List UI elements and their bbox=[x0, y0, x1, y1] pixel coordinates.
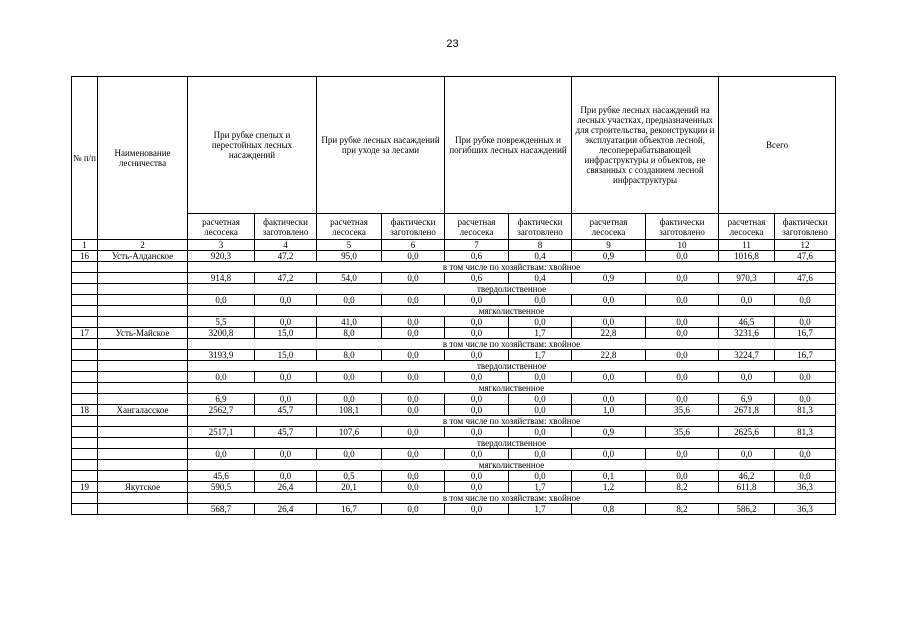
value-cell: 3193,9 bbox=[188, 350, 255, 361]
value-cell: 47,6 bbox=[775, 273, 836, 284]
value-cell: 0,0 bbox=[572, 295, 646, 306]
subgroup-label-row bbox=[72, 262, 836, 273]
empty-cell bbox=[72, 438, 98, 449]
value-cell: 0,0 bbox=[317, 295, 382, 306]
value-cell: 0,0 bbox=[719, 449, 775, 460]
table-row bbox=[72, 394, 836, 405]
column-number: 10 bbox=[646, 240, 719, 251]
forestry-name bbox=[98, 317, 188, 328]
value-cell: 1,7 bbox=[509, 504, 572, 515]
value-cell: 5,5 bbox=[188, 317, 255, 328]
value-cell: 22,8 bbox=[572, 328, 646, 339]
value-cell: 0,6 bbox=[445, 273, 509, 284]
subgroup-label-row bbox=[72, 361, 836, 372]
value-cell: 36,3 bbox=[775, 482, 836, 493]
value-cell: 0,0 bbox=[509, 427, 572, 438]
column-number: 3 bbox=[188, 240, 255, 251]
value-cell: 0,0 bbox=[382, 350, 445, 361]
value-cell: 0,0 bbox=[445, 350, 509, 361]
value-cell: 0,0 bbox=[572, 317, 646, 328]
row-number bbox=[72, 504, 98, 515]
value-cell: 0,5 bbox=[317, 471, 382, 482]
value-cell: 0,0 bbox=[382, 317, 445, 328]
value-cell: 0,0 bbox=[255, 317, 317, 328]
value-cell: 46,2 bbox=[719, 471, 775, 482]
empty-cell bbox=[98, 262, 188, 273]
table-row bbox=[72, 405, 836, 416]
value-cell: 0,0 bbox=[445, 449, 509, 460]
value-cell: 0,0 bbox=[509, 405, 572, 416]
value-cell: 46,5 bbox=[719, 317, 775, 328]
value-cell: 586,2 bbox=[719, 504, 775, 515]
empty-cell bbox=[72, 339, 98, 350]
value-cell: 8,2 bbox=[646, 482, 719, 493]
value-cell: 1,7 bbox=[509, 482, 572, 493]
column-number: 9 bbox=[572, 240, 646, 251]
value-cell: 0,0 bbox=[382, 295, 445, 306]
value-cell: 0,0 bbox=[646, 251, 719, 262]
table-row bbox=[72, 372, 836, 383]
value-cell: 3200,8 bbox=[188, 328, 255, 339]
header-sub-actual: фактически заготовлено bbox=[775, 214, 836, 240]
subgroup-label-row bbox=[72, 460, 836, 471]
value-cell: 0,0 bbox=[382, 273, 445, 284]
header-forestry-name: Наименование лесничества bbox=[98, 77, 188, 240]
value-cell: 1,7 bbox=[509, 350, 572, 361]
value-cell: 0,0 bbox=[382, 427, 445, 438]
subgroup-label: в том числе по хозяйствам: хвойное bbox=[188, 416, 836, 427]
value-cell: 47,6 bbox=[775, 251, 836, 262]
value-cell: 0,0 bbox=[445, 295, 509, 306]
value-cell: 0,0 bbox=[382, 482, 445, 493]
header-group-3: При рубке поврежденных и погибших лесных насаждений bbox=[445, 77, 572, 214]
empty-cell bbox=[98, 306, 188, 317]
subgroup-label-row bbox=[72, 438, 836, 449]
value-cell: 16,7 bbox=[775, 350, 836, 361]
value-cell: 0,4 bbox=[509, 251, 572, 262]
table-row bbox=[72, 295, 836, 306]
row-number: 16 bbox=[72, 251, 98, 262]
value-cell: 0,0 bbox=[775, 471, 836, 482]
header-sub-actual: фактически заготовлено bbox=[509, 214, 572, 240]
value-cell: 41,0 bbox=[317, 317, 382, 328]
header-no: № п/п bbox=[72, 77, 98, 240]
value-cell: 0,8 bbox=[572, 504, 646, 515]
empty-cell bbox=[72, 460, 98, 471]
value-cell: 0,0 bbox=[445, 405, 509, 416]
subgroup-label-row bbox=[72, 416, 836, 427]
value-cell: 0,4 bbox=[509, 273, 572, 284]
empty-cell bbox=[72, 306, 98, 317]
subgroup-label-row bbox=[72, 306, 836, 317]
value-cell: 0,0 bbox=[188, 295, 255, 306]
table-row bbox=[72, 471, 836, 482]
row-number bbox=[72, 295, 98, 306]
value-cell: 0,0 bbox=[382, 372, 445, 383]
column-number: 11 bbox=[719, 240, 775, 251]
subgroup-label: в том числе по хозяйствам: хвойное bbox=[188, 339, 836, 350]
value-cell: 0,0 bbox=[646, 394, 719, 405]
row-number bbox=[72, 372, 98, 383]
value-cell: 0,9 bbox=[572, 427, 646, 438]
column-number: 12 bbox=[775, 240, 836, 251]
value-cell: 914,8 bbox=[188, 273, 255, 284]
value-cell: 6,9 bbox=[188, 394, 255, 405]
row-number bbox=[72, 317, 98, 328]
value-cell: 920,3 bbox=[188, 251, 255, 262]
value-cell: 0,0 bbox=[445, 504, 509, 515]
value-cell: 2517,1 bbox=[188, 427, 255, 438]
empty-cell bbox=[72, 383, 98, 394]
value-cell: 15,0 bbox=[255, 350, 317, 361]
table-row bbox=[72, 427, 836, 438]
value-cell: 1,7 bbox=[509, 328, 572, 339]
value-cell: 0,0 bbox=[382, 449, 445, 460]
header-sub-estimated: расчетная лесосека bbox=[317, 214, 382, 240]
header-sub-estimated: расчетная лесосека bbox=[445, 214, 509, 240]
value-cell: 0,0 bbox=[382, 328, 445, 339]
subgroup-label: мягколиственное bbox=[188, 460, 836, 471]
empty-cell bbox=[72, 284, 98, 295]
column-numbers-row bbox=[72, 240, 836, 251]
value-cell: 0,0 bbox=[719, 372, 775, 383]
value-cell: 26,4 bbox=[255, 504, 317, 515]
value-cell: 26,4 bbox=[255, 482, 317, 493]
table-row bbox=[72, 317, 836, 328]
value-cell: 95,0 bbox=[317, 251, 382, 262]
value-cell: 35,6 bbox=[646, 427, 719, 438]
empty-cell bbox=[72, 262, 98, 273]
row-number: 18 bbox=[72, 405, 98, 416]
subgroup-label-row bbox=[72, 284, 836, 295]
header-sub-actual: фактически заготовлено bbox=[646, 214, 719, 240]
value-cell: 0,0 bbox=[255, 449, 317, 460]
value-cell: 0,0 bbox=[509, 394, 572, 405]
value-cell: 0,0 bbox=[509, 471, 572, 482]
column-number: 8 bbox=[509, 240, 572, 251]
value-cell: 45,7 bbox=[255, 427, 317, 438]
column-number: 1 bbox=[72, 240, 98, 251]
value-cell: 107,6 bbox=[317, 427, 382, 438]
row-number: 17 bbox=[72, 328, 98, 339]
value-cell: 1016,8 bbox=[719, 251, 775, 262]
header-sub-actual: фактически заготовлено bbox=[255, 214, 317, 240]
value-cell: 970,3 bbox=[719, 273, 775, 284]
value-cell: 0,0 bbox=[445, 328, 509, 339]
subgroup-label-row bbox=[72, 493, 836, 504]
row-number bbox=[72, 427, 98, 438]
value-cell: 0,0 bbox=[775, 372, 836, 383]
row-number bbox=[72, 273, 98, 284]
forestry-name bbox=[98, 427, 188, 438]
value-cell: 3224,7 bbox=[719, 350, 775, 361]
value-cell: 3231,6 bbox=[719, 328, 775, 339]
empty-cell bbox=[98, 493, 188, 504]
subgroup-label: мягколиственное bbox=[188, 383, 836, 394]
row-number bbox=[72, 350, 98, 361]
header-sub-estimated: расчетная лесосека bbox=[572, 214, 646, 240]
value-cell: 54,0 bbox=[317, 273, 382, 284]
subgroup-label-row bbox=[72, 339, 836, 350]
value-cell: 0,0 bbox=[572, 394, 646, 405]
header-group-total: Всего bbox=[719, 77, 836, 214]
value-cell: 0,0 bbox=[646, 350, 719, 361]
value-cell: 0,0 bbox=[775, 317, 836, 328]
value-cell: 15,0 bbox=[255, 328, 317, 339]
forestry-name: Якутское bbox=[98, 482, 188, 493]
value-cell: 16,7 bbox=[775, 328, 836, 339]
column-number: 5 bbox=[317, 240, 382, 251]
value-cell: 0,0 bbox=[382, 251, 445, 262]
value-cell: 0,9 bbox=[572, 251, 646, 262]
value-cell: 36,3 bbox=[775, 504, 836, 515]
forestry-name bbox=[98, 350, 188, 361]
column-number: 4 bbox=[255, 240, 317, 251]
empty-cell bbox=[98, 460, 188, 471]
empty-cell bbox=[72, 416, 98, 427]
value-cell: 0,0 bbox=[719, 295, 775, 306]
value-cell: 0,0 bbox=[775, 449, 836, 460]
value-cell: 0,0 bbox=[509, 295, 572, 306]
value-cell: 35,6 bbox=[646, 405, 719, 416]
empty-cell bbox=[72, 493, 98, 504]
value-cell: 0,6 bbox=[445, 251, 509, 262]
value-cell: 20,1 bbox=[317, 482, 382, 493]
header-sub-estimated: расчетная лесосека bbox=[188, 214, 255, 240]
forestry-name bbox=[98, 394, 188, 405]
value-cell: 2562,7 bbox=[188, 405, 255, 416]
value-cell: 568,7 bbox=[188, 504, 255, 515]
value-cell: 0,0 bbox=[255, 372, 317, 383]
value-cell: 0,0 bbox=[445, 482, 509, 493]
value-cell: 45,6 bbox=[188, 471, 255, 482]
value-cell: 1,2 bbox=[572, 482, 646, 493]
value-cell: 611,8 bbox=[719, 482, 775, 493]
value-cell: 0,0 bbox=[445, 317, 509, 328]
value-cell: 0,0 bbox=[572, 449, 646, 460]
forestry-name bbox=[98, 372, 188, 383]
value-cell: 8,0 bbox=[317, 350, 382, 361]
page-number: 23 bbox=[446, 38, 459, 50]
value-cell: 6,9 bbox=[719, 394, 775, 405]
forestry-name: Усть-Алданское bbox=[98, 251, 188, 262]
value-cell: 0,0 bbox=[572, 372, 646, 383]
table-row bbox=[72, 273, 836, 284]
value-cell: 0,0 bbox=[445, 372, 509, 383]
value-cell: 0,0 bbox=[188, 449, 255, 460]
value-cell: 0,0 bbox=[255, 394, 317, 405]
empty-cell bbox=[98, 284, 188, 295]
value-cell: 0,0 bbox=[317, 372, 382, 383]
empty-cell bbox=[98, 438, 188, 449]
row-number: 19 bbox=[72, 482, 98, 493]
header-sub-estimated: расчетная лесосека bbox=[719, 214, 775, 240]
value-cell: 0,0 bbox=[382, 471, 445, 482]
value-cell: 0,1 bbox=[572, 471, 646, 482]
value-cell: 47,2 bbox=[255, 251, 317, 262]
subgroup-label: в том числе по хозяйствам: хвойное bbox=[188, 262, 836, 273]
value-cell: 0,0 bbox=[509, 317, 572, 328]
table-row bbox=[72, 251, 836, 262]
value-cell: 0,0 bbox=[646, 372, 719, 383]
forestry-name bbox=[98, 471, 188, 482]
header-group-4: При рубке лесных насаждений на лесных участках, предназначенных для строительства, реконструкции и эксплуатации объектов лесной, лесоперерабатывающей инфраструктуры и объектов, не связанных с созданием лесной инфраструктуры bbox=[572, 77, 719, 214]
subgroup-label: твердолиственное bbox=[188, 284, 836, 295]
row-number bbox=[72, 394, 98, 405]
value-cell: 8,2 bbox=[646, 504, 719, 515]
forestry-name: Усть-Майское bbox=[98, 328, 188, 339]
value-cell: 0,0 bbox=[509, 372, 572, 383]
value-cell: 81,3 bbox=[775, 405, 836, 416]
header-group-1: При рубке спелых и перестойных лесных насаждений bbox=[188, 77, 317, 214]
value-cell: 22,8 bbox=[572, 350, 646, 361]
value-cell: 0,9 bbox=[572, 273, 646, 284]
value-cell: 590,5 bbox=[188, 482, 255, 493]
forestry-name bbox=[98, 295, 188, 306]
header-sub-actual: фактически заготовлено bbox=[382, 214, 445, 240]
table-row bbox=[72, 482, 836, 493]
forestry-name: Хангаласское bbox=[98, 405, 188, 416]
column-number: 6 bbox=[382, 240, 445, 251]
value-cell: 0,0 bbox=[646, 295, 719, 306]
column-number: 2 bbox=[98, 240, 188, 251]
forestry-table bbox=[71, 76, 836, 515]
value-cell: 0,0 bbox=[646, 471, 719, 482]
subgroup-label: в том числе по хозяйствам: хвойное bbox=[188, 493, 836, 504]
column-number: 7 bbox=[445, 240, 509, 251]
value-cell: 0,0 bbox=[255, 471, 317, 482]
value-cell: 2671,8 bbox=[719, 405, 775, 416]
header-group-2: При рубке лесных насаждений при уходе за лесами bbox=[317, 77, 445, 214]
table-row bbox=[72, 449, 836, 460]
value-cell: 0,0 bbox=[646, 449, 719, 460]
value-cell: 0,0 bbox=[646, 328, 719, 339]
value-cell: 0,0 bbox=[188, 372, 255, 383]
value-cell: 0,0 bbox=[775, 394, 836, 405]
subgroup-label: мягколиственное bbox=[188, 306, 836, 317]
value-cell: 8,0 bbox=[317, 328, 382, 339]
value-cell: 0,0 bbox=[382, 405, 445, 416]
table-body bbox=[72, 251, 836, 515]
value-cell: 0,0 bbox=[646, 273, 719, 284]
value-cell: 0,0 bbox=[445, 394, 509, 405]
empty-cell bbox=[98, 361, 188, 372]
value-cell: 81,3 bbox=[775, 427, 836, 438]
value-cell: 45,7 bbox=[255, 405, 317, 416]
value-cell: 0,0 bbox=[317, 394, 382, 405]
value-cell: 108,1 bbox=[317, 405, 382, 416]
forestry-name bbox=[98, 504, 188, 515]
value-cell: 0,0 bbox=[317, 449, 382, 460]
value-cell: 0,0 bbox=[509, 449, 572, 460]
subgroup-label-row bbox=[72, 383, 836, 394]
table-row bbox=[72, 504, 836, 515]
value-cell: 1,0 bbox=[572, 405, 646, 416]
value-cell: 0,0 bbox=[445, 427, 509, 438]
value-cell: 0,0 bbox=[445, 471, 509, 482]
value-cell: 0,0 bbox=[255, 295, 317, 306]
row-number bbox=[72, 449, 98, 460]
empty-cell bbox=[98, 383, 188, 394]
empty-cell bbox=[98, 339, 188, 350]
value-cell: 2625,6 bbox=[719, 427, 775, 438]
table-row bbox=[72, 350, 836, 361]
subgroup-label: твердолиственное bbox=[188, 361, 836, 372]
value-cell: 47,2 bbox=[255, 273, 317, 284]
value-cell: 0,0 bbox=[775, 295, 836, 306]
row-number bbox=[72, 471, 98, 482]
value-cell: 0,0 bbox=[382, 504, 445, 515]
forestry-name bbox=[98, 449, 188, 460]
subgroup-label: твердолиственное bbox=[188, 438, 836, 449]
empty-cell bbox=[98, 416, 188, 427]
forestry-name bbox=[98, 273, 188, 284]
value-cell: 16,7 bbox=[317, 504, 382, 515]
empty-cell bbox=[72, 361, 98, 372]
value-cell: 0,0 bbox=[382, 394, 445, 405]
table-row bbox=[72, 328, 836, 339]
value-cell: 0,0 bbox=[646, 317, 719, 328]
